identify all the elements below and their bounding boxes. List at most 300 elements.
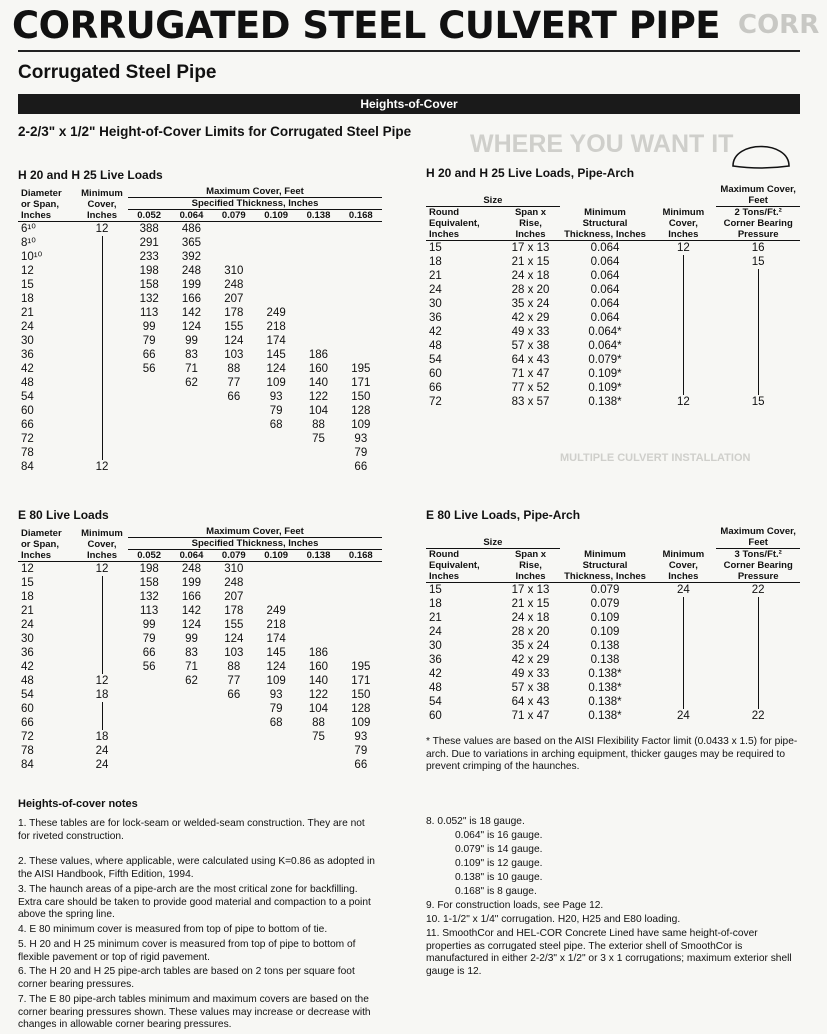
table-cell: [128, 744, 170, 758]
page-title: CORRUGATED STEEL CULVERT PIPE: [12, 4, 721, 47]
table-cell: [297, 460, 339, 474]
table-cell: 249: [266, 605, 286, 617]
table-cell: 62: [185, 675, 198, 687]
table-cell: [297, 222, 339, 237]
column-header: Round Equivalent, Inches: [426, 549, 501, 583]
table-cell: 15: [21, 577, 34, 589]
table-cell: 75: [312, 433, 325, 445]
table-cell: 24: [429, 626, 442, 638]
table-cell: 171: [351, 675, 371, 687]
table-cell: 72: [429, 396, 442, 408]
table-row: [426, 597, 800, 611]
table-cell: 0.064*: [588, 326, 622, 338]
table-cell: 198: [139, 563, 159, 575]
table-cell: [170, 460, 212, 474]
table-row: [18, 432, 382, 446]
table-cell: [340, 264, 382, 278]
table-cell: 60: [429, 368, 442, 380]
column-group-header: Maximum Cover, Feet: [128, 186, 382, 198]
table-cell: 21: [21, 307, 34, 319]
column-group-header: Specified Thickness, Inches: [128, 538, 382, 550]
table-cell: 42 x 29: [511, 654, 550, 666]
table-cell: 142: [181, 605, 202, 617]
table-cell: [213, 432, 255, 446]
table-cell: 57 x 38: [511, 340, 550, 352]
table-cell: [128, 390, 170, 404]
notes-heading: Heights-of-cover notes: [18, 798, 138, 810]
table-cell: [76, 702, 128, 716]
table-cell: [76, 390, 128, 404]
table-cell: 88: [227, 363, 241, 375]
h20-round-table: [18, 186, 382, 474]
table-cell: [340, 292, 382, 306]
table-row: [18, 460, 382, 474]
table-cell: 198: [139, 265, 159, 277]
table-cell: [255, 432, 297, 446]
table-cell: [170, 716, 212, 730]
table-cell: 122: [308, 689, 329, 701]
table-cell: [255, 446, 297, 460]
table-cell: 71: [185, 661, 198, 673]
table-row: [426, 353, 800, 367]
table-cell: [76, 716, 128, 730]
table-cell: [650, 325, 716, 339]
table-row: [18, 222, 382, 237]
table-cell: 79: [354, 447, 368, 459]
table-cell: [170, 432, 212, 446]
table-cell: [297, 236, 339, 250]
table-cell: 199: [181, 577, 202, 589]
table-cell: 93: [354, 731, 368, 743]
table-cell: 166: [181, 591, 202, 603]
table-cell: [76, 334, 128, 348]
table-cell: 0.064: [590, 270, 620, 282]
table-row: [18, 590, 382, 604]
table-cell: 142: [181, 307, 202, 319]
table-cell: 132: [139, 591, 159, 603]
table-cell: 233: [139, 251, 159, 263]
table-row: [426, 667, 800, 681]
table-cell: 128: [351, 405, 371, 417]
table-cell: [76, 264, 128, 278]
table-cell: 166: [181, 293, 202, 305]
table-cell: [340, 278, 382, 292]
table-row: [18, 250, 382, 264]
table-row: [18, 716, 382, 730]
column-group-header: Maximum Cover, Feet: [716, 526, 800, 549]
table-cell: 99: [185, 633, 198, 645]
table-cell: 145: [266, 349, 286, 361]
table-cell: [213, 404, 255, 418]
table-row: [426, 395, 800, 409]
table-cell: 248: [181, 563, 202, 575]
table-cell: 15: [751, 256, 765, 268]
table-cell: 122: [308, 391, 329, 403]
table-cell: 486: [181, 223, 202, 235]
table-cell: 103: [224, 349, 244, 361]
table-cell: [170, 758, 212, 772]
table-cell: [297, 632, 339, 646]
column-header: Minimum Cover, Inches: [76, 526, 128, 562]
table-cell: 128: [351, 703, 371, 715]
table-row: [18, 702, 382, 716]
table-cell: [255, 236, 297, 250]
table-cell: 207: [224, 591, 244, 603]
table-cell: [650, 311, 716, 325]
table-row: [426, 625, 800, 639]
table-cell: 66: [354, 759, 368, 771]
table-cell: [297, 618, 339, 632]
thickness-header: 0.064: [170, 550, 212, 562]
table-cell: [716, 325, 800, 339]
table-cell: 124: [266, 661, 286, 673]
table-cell: 140: [308, 675, 329, 687]
table-cell: 54: [21, 689, 34, 701]
table-cell: [128, 688, 170, 702]
table-row: [18, 730, 382, 744]
table-cell: 150: [351, 689, 371, 701]
bleed-through-text: WHERE YOU WANT IT: [470, 130, 734, 158]
table-cell: 0.079: [590, 598, 620, 610]
table-cell: 310: [224, 563, 244, 575]
table-cell: 132: [139, 293, 159, 305]
note-item: 4. E 80 minimum cover is measured from top of pipe to bottom of tie.: [18, 924, 328, 935]
table-cell: 195: [351, 363, 371, 375]
table-cell: [297, 590, 339, 604]
table-cell: 109: [351, 419, 371, 431]
table-cell: [128, 418, 170, 432]
table-cell: 0.064: [590, 284, 620, 296]
table-cell: 49 x 33: [511, 668, 550, 680]
table-cell: [340, 618, 382, 632]
column-header: Round Equivalent, Inches: [426, 207, 501, 241]
table-cell: 66: [227, 391, 241, 403]
column-header: Minimum Structural Thickness, Inches: [560, 184, 651, 241]
table-cell: 160: [308, 661, 329, 673]
table-cell: 60: [429, 710, 442, 722]
table-cell: 42 x 29: [511, 312, 550, 324]
table-cell: 60: [21, 703, 34, 715]
table-cell: 66: [142, 647, 156, 659]
table-cell: 0.138*: [588, 396, 622, 408]
table-cell: [213, 730, 255, 744]
table-cell: 35 x 24: [511, 298, 550, 310]
table-cell: [76, 432, 128, 446]
table-cell: [297, 320, 339, 334]
table-cell: 30: [429, 298, 442, 310]
table-cell: 218: [266, 619, 286, 631]
table-cell: 99: [185, 335, 198, 347]
section-heading: 2-2/3" x 1/2" Height-of-Cover Limits for Corrugated Steel Pipe: [18, 124, 412, 139]
table-cell: 24: [95, 745, 109, 757]
table-cell: 16: [751, 242, 765, 254]
table-row: [426, 325, 800, 339]
table-cell: 15: [751, 396, 765, 408]
table-cell: 84: [21, 461, 34, 473]
table-cell: [213, 460, 255, 474]
table-cell: [716, 283, 800, 297]
table-cell: 248: [224, 279, 244, 291]
table-cell: [650, 653, 716, 667]
table-title: E 80 Live Loads: [18, 508, 109, 522]
table-cell: [340, 348, 382, 362]
table-cell: [170, 404, 212, 418]
table-cell: 88: [312, 717, 325, 729]
table-cell: 158: [139, 279, 159, 291]
table-cell: 21: [21, 605, 34, 617]
table-cell: 124: [224, 633, 244, 645]
table-row: [18, 562, 382, 577]
table-cell: 158: [139, 577, 159, 589]
thickness-header: 0.138: [297, 210, 339, 222]
table-cell: 66: [21, 419, 34, 431]
table-cell: 77 x 52: [511, 382, 550, 394]
table-cell: [716, 695, 800, 709]
table-cell: [716, 597, 800, 611]
table-cell: [76, 446, 128, 460]
table-cell: [650, 297, 716, 311]
table-cell: [650, 695, 716, 709]
table-row: [18, 632, 382, 646]
table-cell: [340, 646, 382, 660]
table-cell: 388: [139, 223, 159, 235]
table-cell: 54: [429, 354, 442, 366]
table-cell: 56: [142, 363, 156, 375]
table-cell: 48: [21, 377, 34, 389]
table-cell: 35 x 24: [511, 640, 550, 652]
table-cell: [716, 653, 800, 667]
table-cell: [340, 632, 382, 646]
h20-pipe-arch-table: [426, 184, 800, 409]
table-cell: 17 x 13: [511, 242, 550, 254]
table-cell: 15: [429, 242, 442, 254]
thickness-header: 0.168: [340, 210, 382, 222]
table-cell: 66: [227, 689, 241, 701]
bleed-through-text: MULTIPLE CULVERT INSTALLATION: [560, 452, 751, 464]
table-cell: [213, 222, 255, 237]
table-cell: [255, 292, 297, 306]
table-cell: [716, 367, 800, 381]
column-group-header: Size: [426, 184, 560, 207]
heights-of-cover-banner: Heights-of-Cover: [18, 94, 800, 114]
table-cell: 49 x 33: [511, 326, 550, 338]
table-cell: 365: [181, 237, 202, 249]
table-cell: 160: [308, 363, 329, 375]
table-row: [426, 583, 800, 598]
table-cell: 171: [351, 377, 371, 389]
table-cell: 195: [351, 661, 371, 673]
table-cell: [76, 590, 128, 604]
table-cell: [170, 446, 212, 460]
table-cell: 42: [21, 661, 34, 673]
column-header: 3 Tons/Ft.² Corner Bearing Pressure: [716, 549, 800, 583]
table-cell: [128, 730, 170, 744]
note-item: 5. H 20 and H 25 minimum cover is measured from top of pipe to bottom of flexible pavement or top of rigid pavement.: [18, 939, 356, 963]
table-cell: [340, 236, 382, 250]
table-cell: 124: [224, 335, 244, 347]
table-row: [18, 576, 382, 590]
table-cell: [128, 432, 170, 446]
table-cell: 199: [181, 279, 202, 291]
table-row: [18, 348, 382, 362]
table-cell: 24: [676, 584, 690, 596]
table-cell: 77: [227, 675, 241, 687]
table-cell: 249: [266, 307, 286, 319]
table-cell: [650, 283, 716, 297]
table-cell: [340, 334, 382, 348]
table-row: [18, 418, 382, 432]
table-cell: [128, 376, 170, 390]
table-cell: [340, 222, 382, 237]
table-cell: 12: [95, 461, 109, 473]
table-cell: [650, 367, 716, 381]
column-header: Minimum Cover, Inches: [650, 184, 716, 241]
table-cell: [76, 646, 128, 660]
table-cell: [213, 236, 255, 250]
table-cell: 145: [266, 647, 286, 659]
table-cell: [128, 460, 170, 474]
table-cell: 24: [676, 710, 690, 722]
table-cell: 124: [266, 363, 286, 375]
table-cell: 0.064*: [588, 340, 622, 352]
table-cell: [76, 306, 128, 320]
table-cell: 64 x 43: [511, 696, 550, 708]
table-cell: 0.109*: [588, 368, 622, 380]
e80-round-table: [18, 526, 382, 772]
table-cell: 291: [139, 237, 159, 249]
table-cell: [716, 297, 800, 311]
table-cell: [76, 632, 128, 646]
table-title: H 20 and H 25 Live Loads: [18, 168, 163, 182]
table-cell: 0.064: [590, 298, 620, 310]
table-cell: 178: [224, 307, 244, 319]
thickness-header: 0.052: [128, 550, 170, 562]
pipe-arch-icon: [730, 134, 792, 170]
table-cell: [213, 716, 255, 730]
table-cell: [297, 604, 339, 618]
table-cell: [170, 702, 212, 716]
gauge-note: 0.079" is 14 gauge.: [455, 844, 543, 855]
table-cell: 12: [676, 242, 690, 254]
table-cell: 93: [269, 689, 283, 701]
table-row: [18, 362, 382, 376]
table-cell: 6¹⁰: [21, 223, 36, 235]
column-header: Diameter or Span, Inches: [18, 526, 76, 562]
table-cell: [76, 418, 128, 432]
table-row: [18, 618, 382, 632]
bleed-through-title: CORR: [738, 10, 820, 40]
table-cell: 12: [21, 563, 34, 575]
table-cell: 178: [224, 605, 244, 617]
table-cell: [213, 446, 255, 460]
table-cell: [716, 269, 800, 283]
note-item: 2. These values, where applicable, were calculated using K=0.86 as adopted in the AISI Handbook, Fifth Edition, 1994.: [18, 856, 375, 880]
table-cell: [340, 250, 382, 264]
table-cell: 174: [266, 335, 286, 347]
table-cell: [297, 278, 339, 292]
table-cell: 68: [269, 717, 283, 729]
table-cell: 79: [269, 703, 283, 715]
table-cell: 0.138*: [588, 710, 622, 722]
table-cell: 48: [429, 340, 442, 352]
table-row: [18, 306, 382, 320]
table-row: [18, 604, 382, 618]
table-cell: [650, 353, 716, 367]
table-cell: [170, 390, 212, 404]
table-cell: 99: [142, 321, 156, 333]
table-cell: 79: [269, 405, 283, 417]
table-cell: 21 x 15: [511, 256, 550, 268]
column-header: Diameter or Span, Inches: [18, 186, 76, 222]
table-row: [426, 709, 800, 723]
table-cell: 24: [21, 619, 34, 631]
table-cell: [213, 744, 255, 758]
table-cell: 99: [142, 619, 156, 631]
table-cell: 88: [227, 661, 241, 673]
table-cell: 12: [95, 563, 109, 575]
table-row: [18, 278, 382, 292]
table-cell: 10¹⁰: [21, 251, 43, 263]
table-row: [426, 695, 800, 709]
table-cell: 15: [21, 279, 34, 291]
table-row: [18, 320, 382, 334]
table-cell: [340, 320, 382, 334]
table-cell: [76, 292, 128, 306]
table-cell: 0.064: [590, 242, 620, 254]
table-cell: 93: [354, 433, 368, 445]
table-cell: [716, 625, 800, 639]
table-cell: 28 x 20: [511, 626, 550, 638]
table-cell: 68: [269, 419, 283, 431]
table-cell: 0.064: [590, 312, 620, 324]
table-cell: 109: [266, 377, 286, 389]
table-cell: 71 x 47: [511, 710, 550, 722]
table-cell: 83 x 57: [511, 396, 550, 408]
table-cell: [650, 255, 716, 269]
table-cell: [76, 376, 128, 390]
note-item: 1. These tables are for lock-seam or welded-seam construction. They are not for riveted construction.: [18, 818, 365, 842]
table-cell: 104: [308, 405, 329, 417]
table-cell: 24: [95, 759, 109, 771]
table-cell: [255, 730, 297, 744]
table-cell: 54: [21, 391, 34, 403]
thickness-header: 0.079: [213, 550, 255, 562]
table-cell: 310: [224, 265, 244, 277]
table-cell: 186: [308, 349, 329, 361]
table-cell: [128, 758, 170, 772]
table-cell: [255, 576, 297, 590]
table-cell: 0.109: [590, 626, 620, 638]
note-item: 10. 1-1/2" x 1/4" corrugation. H20, H25 and E80 loading.: [426, 914, 681, 925]
table-cell: [255, 460, 297, 474]
table-cell: [170, 730, 212, 744]
table-cell: 12: [21, 265, 34, 277]
column-group-header: Specified Thickness, Inches: [128, 198, 382, 210]
table-cell: 0.138*: [588, 682, 622, 694]
thickness-header: 0.168: [340, 550, 382, 562]
table-cell: 0.109: [590, 612, 620, 624]
table-row: [18, 334, 382, 348]
table-cell: [170, 418, 212, 432]
table-cell: 75: [312, 731, 325, 743]
table-cell: 72: [21, 731, 34, 743]
table-cell: [213, 702, 255, 716]
table-cell: 109: [266, 675, 286, 687]
table-cell: [650, 625, 716, 639]
table-cell: 113: [139, 605, 159, 617]
note-item: 7. The E 80 pipe-arch tables minimum and maximum covers are based on the corner bearing pressures shown. These values may increase or decrease with changes in allowable corner bearing pressures.: [18, 994, 371, 1030]
table-cell: [255, 758, 297, 772]
